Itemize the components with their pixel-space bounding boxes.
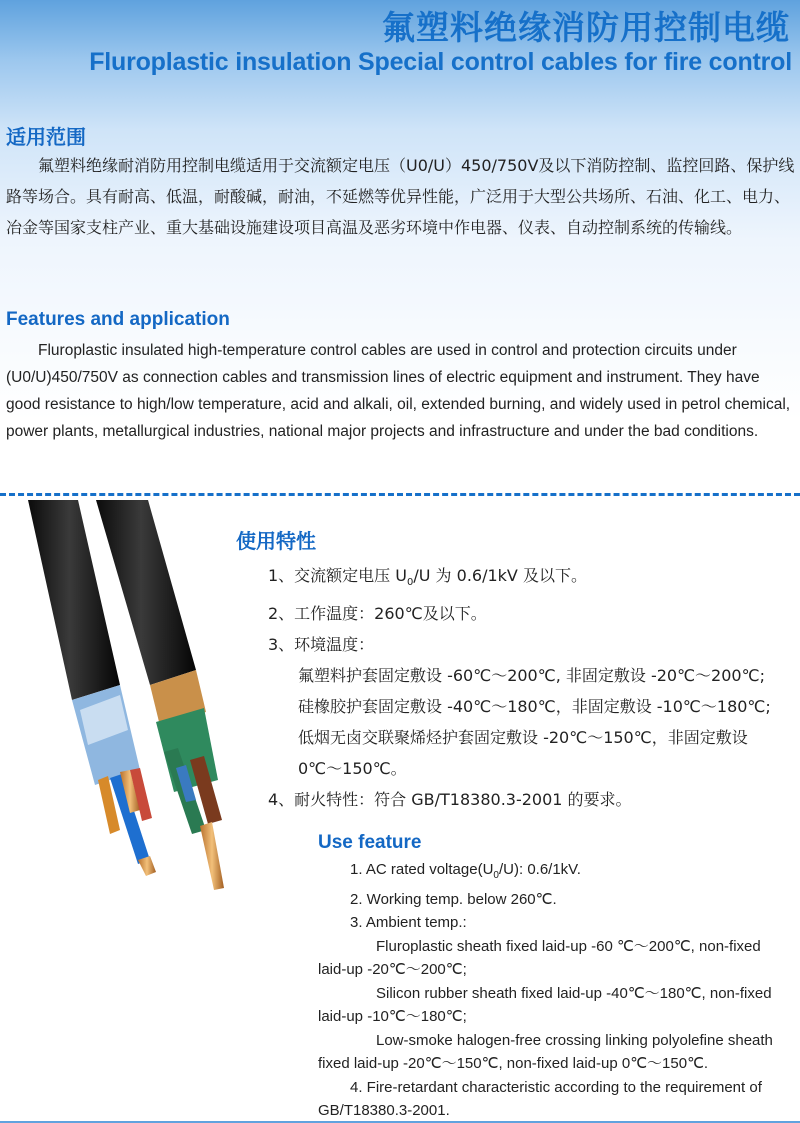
scope-text: 氟塑料绝缘耐消防用控制电缆适用于交流额定电压（U0/U）450/750V及以下消防控制、监控回路、保护线路等场合。具有耐高、低温，耐酸碱，耐油，不延燃等优异性能，广泛用于大型公共场所、石油、化工、电力、冶金等国家支柱产业、重大基础设施建设项目高温及恶劣环境中作电器、仪表、自动控制系统的传输线。 bbox=[6, 156, 795, 237]
usage-en-list bbox=[318, 858, 796, 1123]
usage-cn-item-3-line-4: 0℃～150℃。 bbox=[298, 759, 407, 779]
usage-cn-item-1: 1、交流额定电压 $U_0/U$ 为 0.6/1kV 及以下。 bbox=[268, 566, 587, 589]
usage-en-line-4: laid-up -10℃～180℃; bbox=[318, 1008, 467, 1025]
usage-cn-item-4: 4、耐火特性：符合 GB/T18380.3-2001 的要求。 bbox=[268, 790, 632, 810]
cable-photo bbox=[0, 500, 240, 900]
usage-en-item-2: 2. Working temp. below 260℃. bbox=[350, 890, 557, 908]
usage-cn-item-3: 3、环境温度： bbox=[268, 635, 375, 655]
scope-heading: 适用范围 bbox=[6, 125, 86, 149]
usage-en-line-5: Low-smoke halogen-free crossing linking polyolefine sheath bbox=[376, 1031, 773, 1049]
usage-en-line-6: fixed laid-up -20℃～150℃, non-fixed laid-up 0℃～150℃. bbox=[318, 1055, 709, 1072]
features-text: Fluroplastic insulated high-temperature control cables are used in control and protection circuits under (U0/U)450/750V as connection cables and transmission lines of electric equipment and instrument. They have good resistance to high/low temperature, acid and alkali, oil, extended burning, and widely used in petrol chemical, power plants, metallurgical industries, national major projects and infrastructure and under the bad conditions. bbox=[6, 342, 791, 440]
usage-cn-item-3-line-2: 硅橡胶护套固定敷设 -40℃～180℃，非固定敷设 -10℃～180℃; bbox=[298, 697, 771, 717]
usage-cn-item-2: 2、工作温度：260℃及以下。 bbox=[268, 604, 487, 624]
page-title-cn: 氟塑料绝缘消防用控制电缆 bbox=[382, 8, 790, 47]
usage-en-heading: Use feature bbox=[318, 832, 422, 853]
page-title-en: Fluroplastic insulation Special control cables for fire control bbox=[89, 48, 792, 76]
usage-en-item-1: 1. AC rated $voltage(U_0/U)$: 0.6/1kV. bbox=[350, 861, 581, 881]
usage-cn-list bbox=[268, 560, 798, 815]
usage-en-item-4-cont: GB/T18380.3-2001. bbox=[318, 1102, 450, 1119]
usage-en-line-2: laid-up -20℃～200℃; bbox=[318, 961, 467, 978]
usage-en-item-3: 3. Ambient temp.: bbox=[350, 914, 467, 931]
features-heading: Features and application bbox=[6, 309, 230, 330]
usage-en-line-3: Silicon rubber sheath fixed laid-up -40℃～180℃, non-fixed bbox=[376, 984, 772, 1002]
usage-cn-item-3-line-3: 低烟无卤交联聚烯烃护套固定敷设 -20℃～150℃，非固定敷设 bbox=[298, 728, 748, 748]
usage-en-item-4: 4. Fire-retardant characteristic according to the requirement of bbox=[350, 1078, 762, 1096]
usage-en-line-1: Fluroplastic sheath fixed laid-up -60 ℃～200℃, non-fixed bbox=[376, 937, 761, 955]
usage-cn-item-3-line-1: 氟塑料护套固定敷设 -60℃～200℃, 非固定敷设 -20℃～200℃; bbox=[298, 666, 765, 686]
usage-cn-heading: 使用特性 bbox=[236, 529, 316, 553]
section-divider bbox=[0, 493, 800, 496]
